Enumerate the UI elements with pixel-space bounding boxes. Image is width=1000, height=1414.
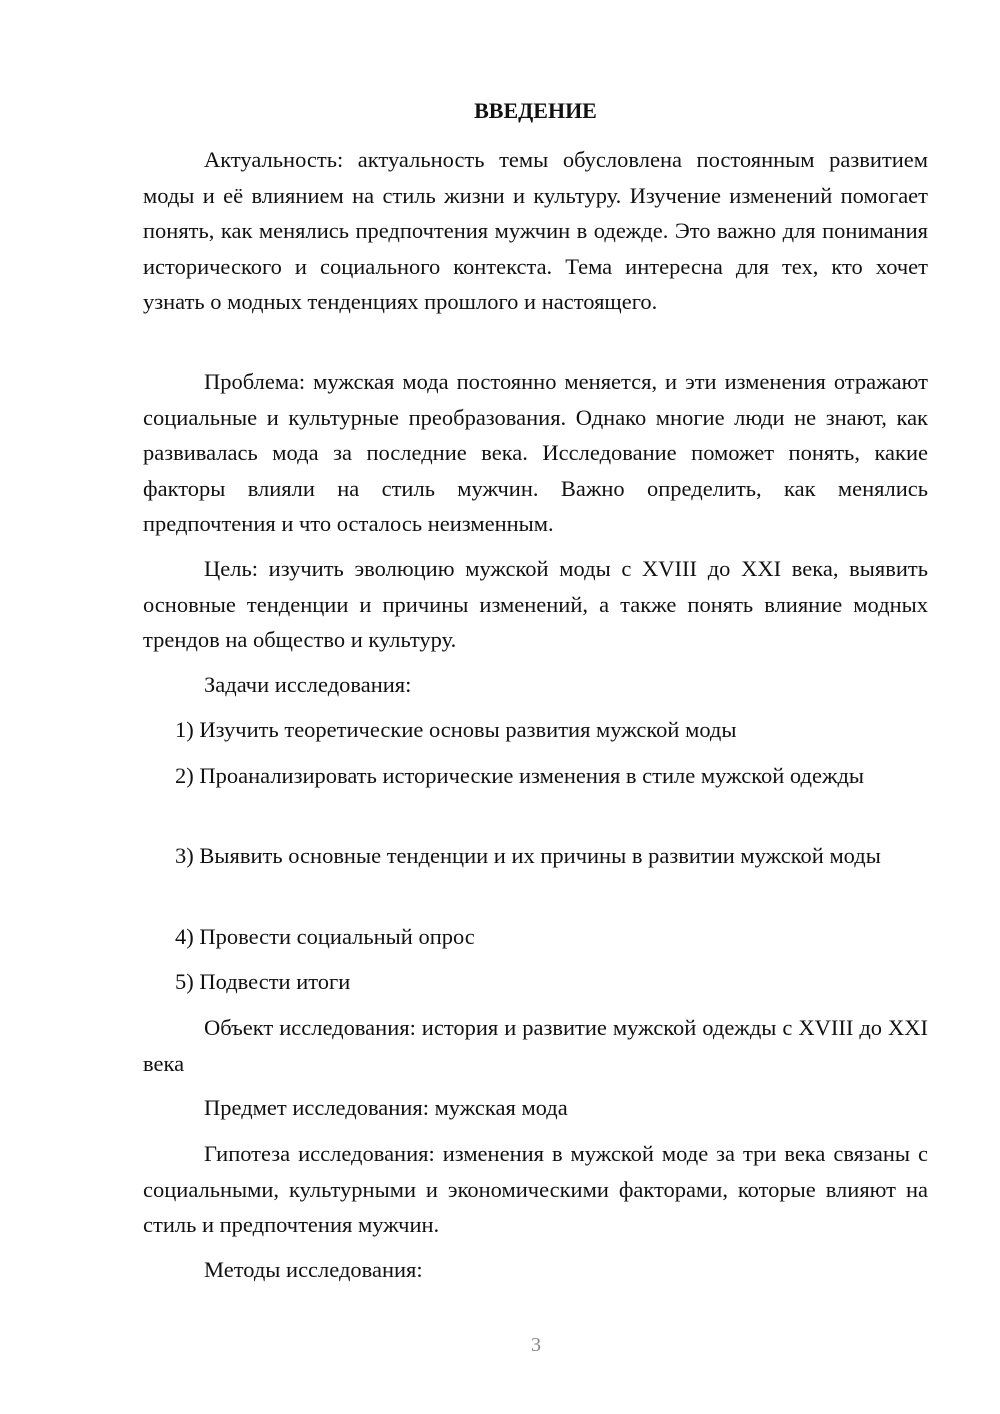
- paragraph-goal: Цель: изучить эволюцию мужской моды с XVIII до XXI века, выявить основные тенденции и причины изменений, а также понять влияние модных трендов на общество и культуру.: [143, 556, 928, 652]
- task-item-4: 4) Провести социальный опрос: [175, 924, 475, 949]
- paragraph-object: Объект исследования: история и развитие мужской одежды с XVIII до XXI века: [143, 1015, 928, 1076]
- task-item-5: 5) Подвести итоги: [175, 969, 351, 994]
- paragraph-problem: Проблема: мужская мода постоянно меняется, и эти изменения отражают социальные и культурные преобразования. Однако многие люди не знают, как развивалась мода за последние века. Исследование поможет понять, какие факторы влияли на стиль мужчин. Важно определить, как менялись предпочтения и что осталось неизменным.: [143, 369, 928, 536]
- paragraph-hypothesis: Гипотеза исследования: изменения в мужской моде за три века связаны с социальными, культурными и экономическими факторами, которые влияют на стиль и предпочтения мужчин.: [143, 1141, 928, 1237]
- page-number: 3: [531, 1334, 541, 1356]
- page-heading: ВВЕДЕНИЕ: [474, 98, 597, 123]
- paragraph-subject: Предмет исследования: мужская мода: [204, 1095, 568, 1120]
- tasks-heading: Задачи исследования:: [204, 672, 412, 697]
- task-item-3: 3) Выявить основные тенденции и их причины в развитии мужской моды: [175, 843, 881, 868]
- task-item-2: 2) Проанализировать исторические изменения в стиле мужской одежды: [175, 763, 865, 788]
- paragraph-methods: Методы исследования:: [204, 1257, 423, 1282]
- paragraph-relevance: Актуальность: актуальность темы обусловлена постоянным развитием моды и её влиянием на стиль жизни и культуру. Изучение изменений помогает понять, как менялись предпочтения мужчин в одежде. Это важно для понимания исторического и социального контекста. Тема интересна для тех, кто хочет узнать о модных тенденциях прошлого и настоящего.: [143, 147, 928, 314]
- task-item-1: 1) Изучить теоретические основы развития мужской моды: [175, 717, 737, 742]
